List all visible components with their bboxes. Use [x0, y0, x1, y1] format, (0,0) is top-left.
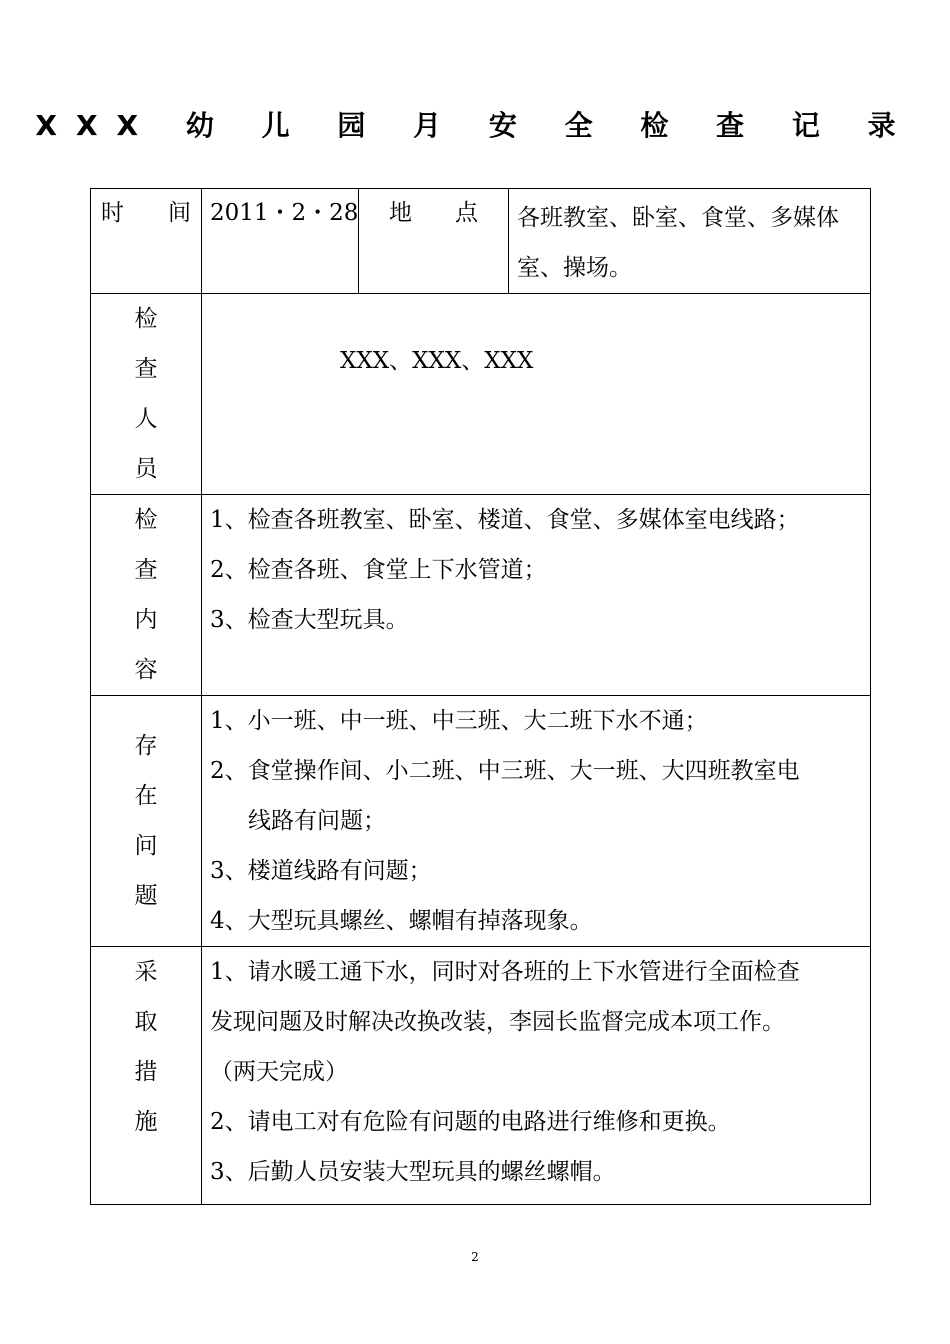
inspectors-label — [91, 294, 201, 494]
list-item: 4、大型玩具螺丝、螺帽有掉落现象。 — [210, 908, 593, 934]
measures-list — [202, 947, 870, 1197]
label-char: 检 — [134, 507, 158, 533]
label-char: 问 — [134, 833, 158, 859]
place-value-cell — [509, 189, 871, 294]
problems-items-cell — [202, 696, 871, 947]
label-char: 员 — [134, 456, 158, 482]
inspectors-label-cell — [91, 294, 202, 495]
label-char: 内 — [134, 607, 158, 633]
inspectors-value-cell — [202, 294, 871, 495]
inspection-place: 各班教室、卧室、食堂、多媒体室、操场。 — [517, 205, 839, 281]
problems-label-cell — [91, 696, 202, 947]
measures-items-cell — [202, 947, 871, 1205]
problems-list — [202, 696, 870, 946]
list-item: 3、后勤人员安装大型玩具的螺丝螺帽。 — [210, 1159, 616, 1185]
label-char: 在 — [134, 783, 158, 809]
list-item: 2、检查各班、食堂上下水管道； — [210, 557, 547, 583]
content-row — [91, 495, 871, 696]
list-item: 2、请电工对有危险有问题的电路进行维修和更换。 — [210, 1109, 731, 1135]
label-char: 人 — [134, 406, 158, 432]
label-char: 容 — [134, 657, 158, 683]
header-row — [91, 189, 871, 294]
list-item: 2、食堂操作间、小二班、中三班、大一班、大四班教室电 — [210, 758, 800, 784]
date-cell — [202, 189, 359, 294]
measures-row — [91, 947, 871, 1205]
problems-label — [91, 721, 201, 921]
label-char: 查 — [134, 356, 158, 382]
list-item-continuation: 发现问题及时解决改换改装，李园长监督完成本项工作。 — [210, 1009, 785, 1035]
place-label-char: 点 — [455, 200, 478, 226]
time-label-char: 间 — [168, 200, 191, 226]
inspection-date: 2011・2・28 — [210, 200, 359, 226]
list-item: 3、楼道线路有问题； — [210, 858, 432, 884]
label-char: 检 — [134, 306, 158, 332]
list-item-continuation: （两天完成） — [210, 1059, 348, 1085]
document-title: XXX 幼 儿 园 月 安 全 检 查 记 录 — [35, 109, 915, 142]
label-char: 查 — [134, 557, 158, 583]
measures-label — [91, 947, 201, 1147]
place-label-cell — [359, 189, 509, 294]
list-item: 1、请水暖工通下水，同时对各班的上下水管进行全面检查 — [210, 959, 800, 985]
time-label-cell — [91, 189, 202, 294]
problems-row — [91, 696, 871, 947]
label-char: 题 — [134, 883, 158, 909]
content-label — [91, 495, 201, 695]
content-list — [202, 495, 870, 645]
label-char: 措 — [134, 1059, 158, 1085]
inspectors-row — [91, 294, 871, 495]
inspection-record-table — [90, 188, 871, 1205]
list-item: 1、小一班、中一班、中三班、大二班下水不通； — [210, 708, 708, 734]
list-item: 1、检查各班教室、卧室、楼道、食堂、多媒体室电线路； — [210, 507, 800, 533]
list-item-continuation: 线路有问题； — [248, 808, 386, 834]
label-char: 采 — [134, 959, 158, 985]
label-char: 施 — [134, 1109, 158, 1135]
measures-label-cell — [91, 947, 202, 1205]
list-item: 3、检查大型玩具。 — [210, 607, 409, 633]
label-char: 取 — [134, 1009, 158, 1035]
place-label-char: 地 — [389, 200, 412, 226]
page-number: 2 — [471, 1250, 479, 1264]
inspectors-names: XXX、XXX、XXX — [340, 348, 534, 374]
label-char: 存 — [134, 733, 158, 759]
content-label-cell — [91, 495, 202, 696]
content-items-cell — [202, 495, 871, 696]
time-label-char: 时 — [101, 200, 124, 226]
